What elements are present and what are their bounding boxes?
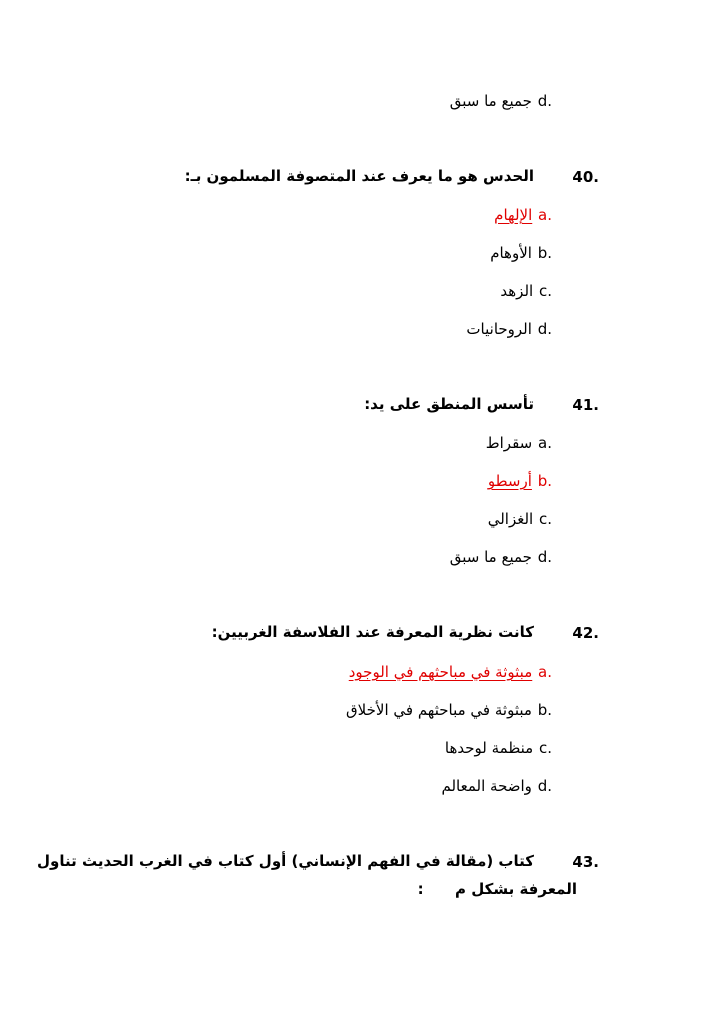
option-letter: c. xyxy=(538,282,552,300)
question-40-option-b xyxy=(490,243,552,263)
option-letter: d. xyxy=(537,548,552,566)
question-41-option-d xyxy=(450,547,552,567)
question-42-option-d xyxy=(442,776,553,796)
question-43-number: 43. xyxy=(572,853,599,871)
question-43-text-line2: المعرفة بشكل م : xyxy=(417,880,577,898)
option-letter: b. xyxy=(537,244,552,262)
question-41-number: 41. xyxy=(572,396,599,414)
question-40-option-c xyxy=(500,281,552,301)
option-letter: d. xyxy=(537,92,552,110)
question-40-number: 40. xyxy=(572,168,599,186)
option-letter: a. xyxy=(538,434,552,452)
question-42-text: كانت نظرية المعرفة عند الفلاسفة الغربيين: xyxy=(211,623,534,641)
option-text: الغزالي xyxy=(487,510,534,528)
option-letter: a. xyxy=(538,206,552,224)
option-text: مبثوثة في مباحثهم في الوجود xyxy=(348,663,533,681)
option-letter: b. xyxy=(537,701,552,719)
question-42-number: 42. xyxy=(572,624,599,642)
option-text: سقراط xyxy=(485,434,533,452)
option-text: جميع ما سبق xyxy=(449,92,532,110)
question-42-option-b xyxy=(346,700,552,720)
question-43-text: كتاب (مقالة في الفهم الإنساني) أول كتاب في الغرب الحديث تناول xyxy=(37,852,534,870)
option-letter: c. xyxy=(538,739,552,757)
question-41-text: تأسس المنطق على يد: xyxy=(364,395,534,413)
option-text: مبثوثة في مباحثهم في الأخلاق xyxy=(346,701,532,719)
option-text: الإلهام xyxy=(494,206,533,224)
option-letter: d. xyxy=(537,320,552,338)
option-letter: a. xyxy=(538,663,552,681)
question-40-option-d xyxy=(466,319,552,339)
question-42-option-c xyxy=(445,738,552,758)
option-text: الزهد xyxy=(500,282,534,300)
option-text: الروحانيات xyxy=(466,320,532,338)
question-42-option-a xyxy=(349,662,552,682)
question-41-option-b xyxy=(488,471,552,491)
option-letter: c. xyxy=(538,510,552,528)
option-leading-d xyxy=(450,91,552,111)
question-41-option-a xyxy=(486,433,552,453)
question-40-text: الحدس هو ما يعرف عند المتصوفة المسلمون بـ: xyxy=(184,167,534,185)
option-text: جميع ما سبق xyxy=(449,548,532,566)
option-text: منظمة لوحدها xyxy=(444,739,534,757)
option-text: أرسطو xyxy=(487,472,532,490)
option-letter: d. xyxy=(537,777,552,795)
option-text: الأوهام xyxy=(490,244,532,262)
question-41-option-c xyxy=(488,509,552,529)
option-text: واضحة المعالم xyxy=(441,777,532,795)
option-letter: b. xyxy=(537,472,552,490)
question-40-option-a xyxy=(494,205,552,225)
